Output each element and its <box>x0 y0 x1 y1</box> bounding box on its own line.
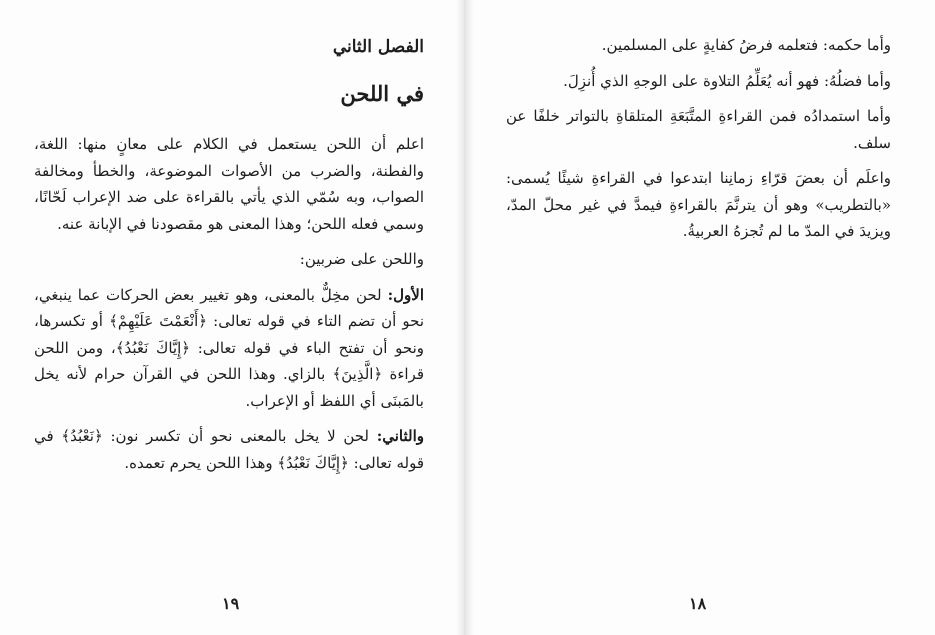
second-type-text: لحن لا يخل بالمعنى نحو أن تكسر نون: ﴿نَعْبُدُ﴾ في قوله تعالى: ﴿إِيَّاكَ نَعْبُدُ﴾ وهذا اللحن يحرم تعمده. <box>34 427 424 472</box>
paragraph-merit: وأما فضلُهُ: فهو أنه يُعَلِّمُ التلاوة على الوجهِ الذي أُنزِلَ. <box>563 71 891 90</box>
right-page-body <box>506 32 891 254</box>
paragraph-intro: اعلم أن اللحن يستعمل في الكلام على معانٍ منها: اللغة، والفطنة، والضرب من الأصوات الموضوعة، والخطأ ومخالفة الصواب، وبه سُمّي الذي يأتي بالقراءة على ضد الإعراب لَحّانًا، وسمي فعله اللحن؛ وهذا المعنى هو مقصودنا في الإبانة عنه. <box>34 135 424 233</box>
first-type-text: لحن مخِلٌّ بالمعنى، وهو تغيير بعض الحركات عما ينبغي، نحو أن تضم التاء في قوله تعالى: ﴿أَنْعَمْتَ عَلَيْهِمْ﴾ أو تكسرها، ونحو أن تفتح الباء في قوله تعالى: ﴿إِيَّاكَ نَعْبُدُ﴾، ومن اللحن قراءة ﴿الَّذِينَ﴾ بالزاي. وهذا اللحن في القرآن حرام لأنه يخل بالمَبنَى أي اللفظ أو الإعراب. <box>34 285 424 410</box>
first-type-label: الأول: <box>387 285 424 304</box>
paragraph-tatrib: واعلَم أن بعضَ قرّاءِ زمانِنا ابتدعوا في القراءةِ شيئًا يُسمى: «بالتطريب» وهو أن يترنَّمَ بالقراءةِ فيمدَّ في غير محلّ المدّ، ويزيدَ في المدّ ما لم تُجزهُ العربيةُ. <box>506 169 891 240</box>
paragraph-first-type <box>34 282 424 415</box>
right-page <box>466 0 935 635</box>
page-number-left: ١٩ <box>222 594 240 613</box>
chapter-heading: الفصل الثاني <box>332 37 424 57</box>
left-page <box>0 0 466 635</box>
page-number-right: ١٨ <box>689 594 707 613</box>
paragraph-types: واللحن على ضربين: <box>299 250 424 268</box>
paragraph-ruling: وأما حكمه: فتعلمه فرضُ كفايةٍ على المسلمين. <box>601 36 891 54</box>
paragraph-second-type <box>34 423 424 476</box>
paragraph-source: وأما استمدادُه فمن القراءةِ المتَّبَعَةِ المتلقاةِ بالتواتر خلفًا عن سلف. <box>506 107 891 152</box>
left-page-body <box>34 24 424 485</box>
second-type-label: والثاني: <box>376 427 424 445</box>
section-title: في اللحن <box>340 80 424 106</box>
